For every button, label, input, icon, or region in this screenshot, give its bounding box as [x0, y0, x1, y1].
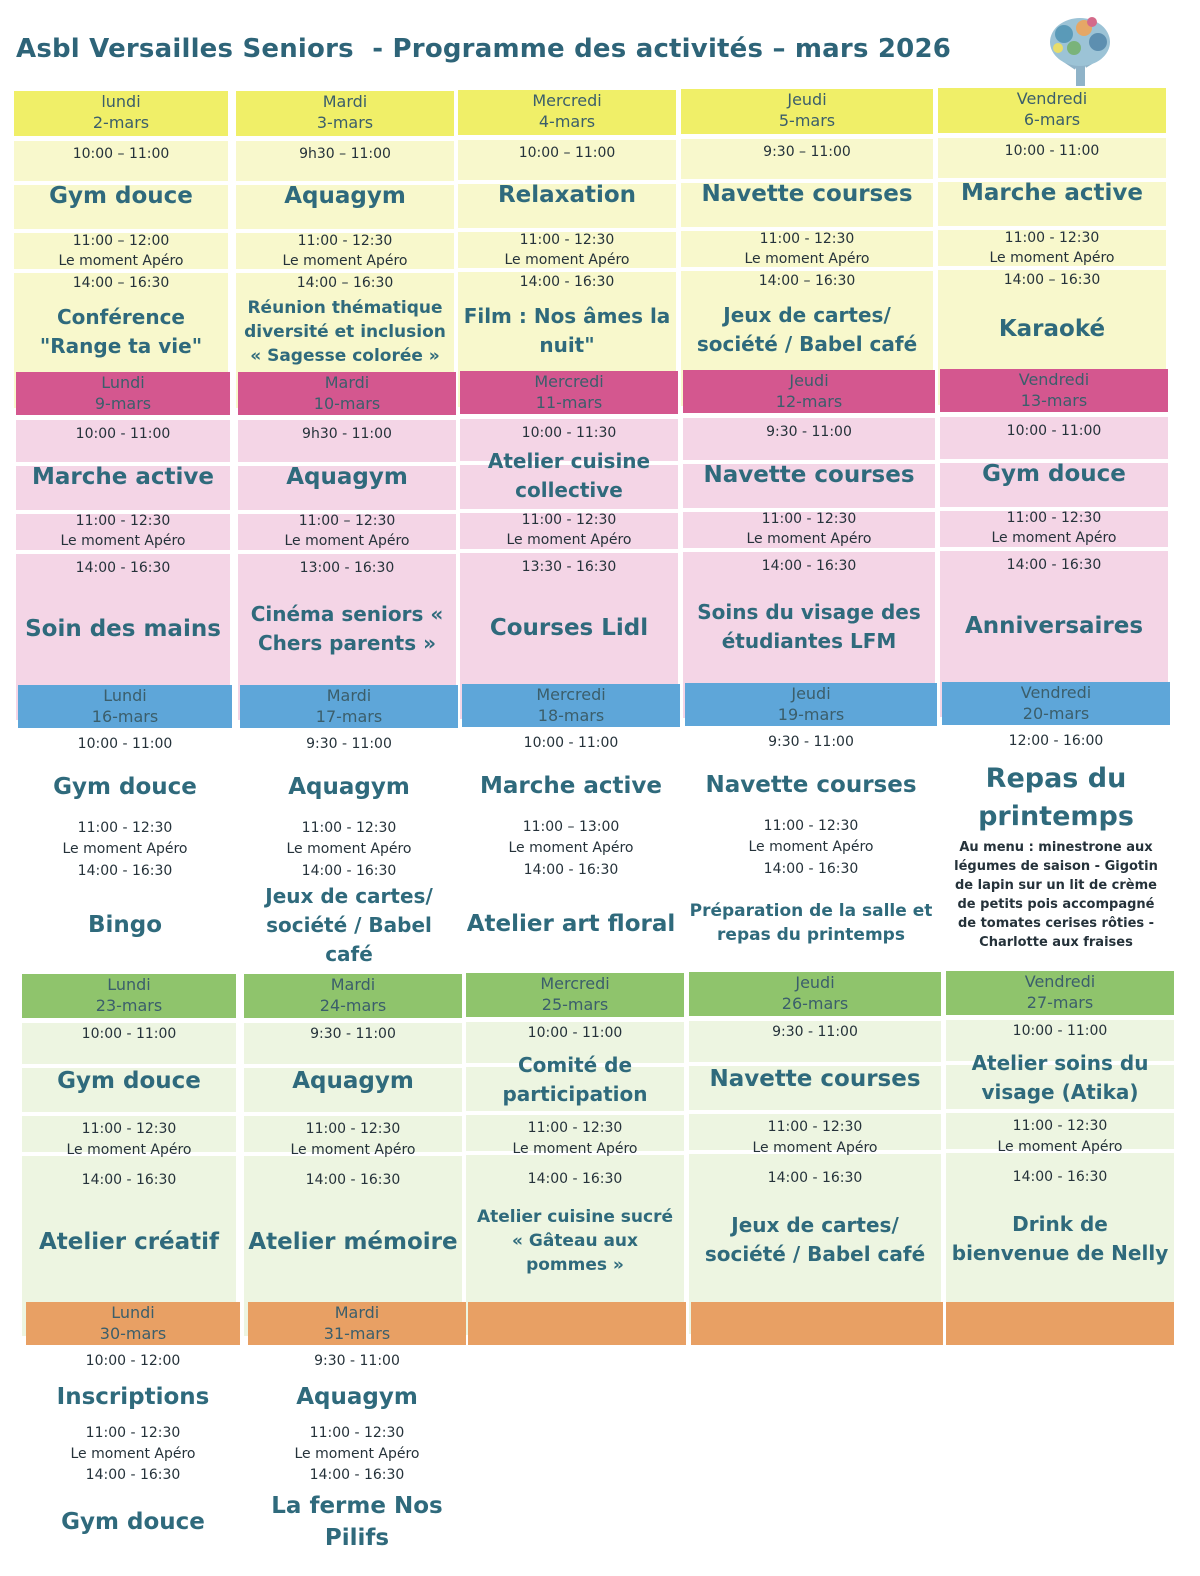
activity-afternoon: Réunion thématique diversité et inclusion « Sagesse colorée »	[244, 298, 446, 366]
time-afternoon: 13:00 - 16:30	[299, 560, 395, 576]
time-noon: 11:00 - 12:30	[75, 513, 171, 529]
time-afternoon: 14:00 – 16:30	[72, 275, 170, 291]
day-date: 5-mars	[778, 111, 836, 130]
activity-morning: Gym douce	[49, 183, 193, 209]
time-morning: 10:00 - 11:30	[521, 425, 617, 441]
day-name: Vendredi	[1020, 683, 1092, 702]
time-morning: 10:00 - 11:00	[75, 426, 171, 442]
day-date: 25-mars	[541, 995, 609, 1014]
time-afternoon: 14:00 - 16:30	[527, 1171, 623, 1187]
apero-label: Le moment Apéro	[294, 1446, 420, 1462]
day-date: 6-mars	[1023, 110, 1081, 129]
time-noon: 11:00 - 12:30	[1004, 230, 1100, 246]
day-date: 27-mars	[1026, 993, 1094, 1012]
day-header	[942, 682, 1170, 725]
activity-morning: Aquagym	[292, 1068, 414, 1094]
time-morning: 10:00 – 11:00	[72, 146, 170, 162]
time-noon: 11:00 - 12:30	[301, 820, 397, 836]
activity-morning: Marche active	[961, 180, 1143, 206]
day-header	[14, 91, 228, 136]
time-noon: 11:00 - 12:30	[761, 511, 857, 527]
day-name: Mercredi	[532, 91, 602, 110]
day-header	[946, 971, 1174, 1015]
day-date: 24-mars	[319, 996, 387, 1015]
activity-afternoon: Karaoké	[998, 316, 1106, 342]
day-name: Lundi	[101, 373, 145, 392]
day-header	[468, 1302, 686, 1345]
activity-afternoon: Jeux de cartes/ société / Babel café	[704, 1213, 926, 1266]
activity-morning: Relaxation	[497, 182, 637, 208]
day-name: lundi	[101, 92, 141, 111]
day-header	[248, 1302, 466, 1345]
day-header	[681, 89, 933, 134]
time-noon: 11:00 – 13:00	[522, 819, 620, 835]
day-column	[236, 91, 454, 408]
time-morning: 9:30 - 11:00	[310, 1026, 396, 1042]
time-afternoon: 13:30 - 16:30	[521, 559, 617, 575]
apero-label: Le moment Apéro	[512, 1141, 638, 1157]
time-morning: 9:30 - 11:00	[314, 1353, 400, 1369]
day-date: 13-mars	[1020, 391, 1088, 410]
time-morning: 10:00 - 12:00	[85, 1353, 181, 1369]
time-morning: 10:00 - 11:00	[81, 1026, 177, 1042]
activity-morning: Comité de participation	[502, 1053, 648, 1106]
day-date: 2-mars	[92, 113, 150, 132]
day-column	[681, 89, 933, 406]
activity-morning: Aquagym	[286, 464, 408, 490]
time-morning: 10:00 – 11:00	[518, 145, 616, 161]
activity-afternoon: La ferme Nos Pilifs	[271, 1493, 443, 1551]
time-afternoon: 14:00 - 16:30	[763, 861, 859, 877]
day-header	[946, 1302, 1174, 1345]
time-morning: 9:30 - 11:00	[772, 1024, 858, 1040]
day-name: Lundi	[111, 1303, 155, 1322]
empty-day-column	[468, 1302, 686, 1345]
apero-label: Le moment Apéro	[504, 252, 630, 268]
activity-morning: Navette courses	[705, 772, 917, 798]
activity-afternoon: Film : Nos âmes la nuit"	[463, 304, 671, 357]
time-afternoon: 14:00 - 16:30	[77, 863, 173, 879]
day-header	[685, 683, 937, 726]
day-name: Mardi	[326, 686, 372, 705]
time-morning: 9:30 - 11:00	[766, 424, 852, 440]
time-morning: 12:00 - 16:00	[1008, 733, 1104, 749]
activity-afternoon: Drink de bienvenue de Nelly	[951, 1212, 1169, 1265]
apero-label: Le moment Apéro	[284, 533, 410, 549]
time-morning: 9:30 – 11:00	[763, 144, 851, 160]
day-column	[26, 1302, 240, 1535]
day-column	[946, 971, 1174, 1333]
time-afternoon: 14:00 - 16:30	[1006, 557, 1102, 573]
activity-afternoon: Soins du visage des étudiantes LFM	[697, 600, 921, 653]
day-column	[940, 369, 1168, 717]
apero-label: Le moment Apéro	[991, 530, 1117, 546]
activity-morning: Navette courses	[701, 181, 913, 207]
time-afternoon: 14:00 - 16:30	[1012, 1169, 1108, 1185]
time-afternoon: 14:00 - 16:30	[519, 274, 615, 290]
day-header	[238, 372, 456, 415]
time-morning: 10:00 - 11:00	[527, 1025, 623, 1041]
activity-morning: Repas du printemps	[978, 763, 1134, 832]
time-afternoon: 14:00 - 16:30	[309, 1467, 405, 1483]
apero-label: Le moment Apéro	[752, 1140, 878, 1156]
activity-morning: Gym douce	[53, 774, 197, 800]
empty-day-column	[691, 1302, 943, 1345]
day-header	[460, 371, 678, 414]
day-header	[18, 685, 232, 728]
day-header	[462, 684, 680, 727]
menu-description: Au menu : minestrone aux légumes de saison - Gigotin de lapin sur un lit de crème de petits pois accompagné de tomates cerises rôties - Charlotte aux fraises	[954, 840, 1158, 950]
day-header	[466, 973, 684, 1017]
day-date: 26-mars	[781, 994, 849, 1013]
day-date: 10-mars	[313, 394, 381, 413]
apero-label: Le moment Apéro	[282, 253, 408, 269]
day-header	[683, 370, 935, 413]
activity-afternoon: Préparation de la salle et repas du printemps	[689, 901, 933, 945]
apero-label: Le moment Apéro	[60, 533, 186, 549]
empty-day-column	[946, 1302, 1174, 1345]
page-title: Asbl Versailles Seniors - Programme des activités – mars 2026	[16, 34, 952, 64]
activity-afternoon: Anniversaires	[964, 613, 1144, 639]
apero-label: Le moment Apéro	[62, 841, 188, 857]
day-name: Mercredi	[534, 372, 604, 391]
day-header	[16, 372, 230, 415]
day-header	[240, 685, 458, 728]
activity-morning: Inscriptions	[56, 1384, 210, 1410]
apero-label: Le moment Apéro	[70, 1446, 196, 1462]
time-noon: 11:00 - 12:30	[309, 1425, 405, 1441]
day-header	[22, 974, 236, 1018]
time-noon: 11:00 - 12:30	[521, 512, 617, 528]
activity-afternoon: Bingo	[87, 912, 163, 938]
time-morning: 10:00 - 11:00	[1012, 1023, 1108, 1039]
day-name: Mardi	[324, 373, 370, 392]
time-morning: 9:30 - 11:00	[768, 734, 854, 750]
time-morning: 9h30 - 11:00	[302, 426, 392, 442]
time-afternoon: 14:00 – 16:30	[758, 273, 856, 289]
apero-label: Le moment Apéro	[989, 250, 1115, 266]
apero-label: Le moment Apéro	[58, 253, 184, 269]
day-column	[938, 88, 1166, 405]
day-header	[244, 974, 462, 1018]
day-name: Vendredi	[1016, 89, 1088, 108]
apero-label: Le moment Apéro	[508, 840, 634, 856]
day-column	[683, 370, 935, 718]
day-header	[940, 369, 1168, 412]
time-afternoon: 14:00 - 16:30	[81, 1172, 177, 1188]
day-date: 20-mars	[1022, 704, 1090, 723]
day-date: 30-mars	[99, 1324, 167, 1343]
time-afternoon: 14:00 - 16:30	[523, 862, 619, 878]
day-name: Mercredi	[536, 685, 606, 704]
day-column	[462, 684, 680, 972]
day-column	[238, 372, 456, 720]
activity-afternoon: Atelier cuisine sucré « Gâteau aux pommes »	[476, 1207, 673, 1275]
activity-afternoon: Jeux de cartes/ société / Babel café	[265, 883, 433, 966]
time-morning: 10:00 - 11:00	[1004, 143, 1100, 159]
day-header	[938, 88, 1166, 133]
activity-morning: Atelier soins du visage (Atika)	[971, 1051, 1149, 1104]
apero-label: Le moment Apéro	[744, 251, 870, 267]
day-name: Vendredi	[1024, 972, 1096, 991]
day-date: 4-mars	[538, 112, 596, 131]
day-column	[16, 372, 230, 720]
activity-afternoon: Atelier mémoire	[248, 1229, 458, 1255]
day-column	[460, 371, 678, 719]
apero-label: Le moment Apéro	[506, 532, 632, 548]
day-header	[26, 1302, 240, 1345]
time-afternoon: 14:00 - 16:30	[305, 1172, 401, 1188]
apero-label: Le moment Apéro	[746, 531, 872, 547]
time-noon: 11:00 - 12:30	[305, 1121, 401, 1137]
time-noon: 11:00 - 12:30	[759, 231, 855, 247]
apero-label: Le moment Apéro	[286, 841, 412, 857]
time-noon: 11:00 – 12:30	[298, 513, 396, 529]
apero-label: Le moment Apéro	[290, 1142, 416, 1158]
activity-morning: Marche active	[480, 773, 662, 799]
time-noon: 11:00 - 12:30	[81, 1121, 177, 1137]
day-name: Jeudi	[795, 973, 835, 992]
time-afternoon: 14:00 - 16:30	[767, 1170, 863, 1186]
time-afternoon: 14:00 - 16:30	[761, 558, 857, 574]
day-date: 12-mars	[775, 392, 843, 411]
activity-afternoon: Courses Lidl	[489, 615, 649, 641]
time-noon: 11:00 - 12:30	[767, 1119, 863, 1135]
time-morning: 9h30 – 11:00	[299, 146, 391, 162]
activity-afternoon: Soin des mains	[25, 616, 221, 642]
day-name: Mardi	[330, 975, 376, 994]
activity-morning: Marche active	[32, 464, 214, 490]
day-name: Vendredi	[1018, 370, 1090, 389]
apero-label: Le moment Apéro	[748, 839, 874, 855]
time-noon: 11:00 - 12:30	[519, 232, 615, 248]
time-morning: 10:00 - 11:00	[523, 735, 619, 751]
day-name: Mardi	[334, 1303, 380, 1322]
day-column	[685, 683, 937, 971]
time-noon: 11:00 - 12:30	[1006, 510, 1102, 526]
activity-afternoon: Jeux de cartes/ société / Babel café	[696, 303, 918, 356]
activity-morning: Navette courses	[709, 1066, 921, 1092]
time-noon: 11:00 - 12:30	[1012, 1118, 1108, 1134]
time-noon: 11:00 - 12:30	[77, 820, 173, 836]
day-date: 3-mars	[316, 113, 374, 132]
time-afternoon: 14:00 – 16:30	[1003, 272, 1101, 288]
time-afternoon: 14:00 – 16:30	[296, 275, 394, 291]
apero-label: Le moment Apéro	[997, 1139, 1123, 1155]
day-date: 31-mars	[323, 1324, 391, 1343]
activity-morning: Gym douce	[982, 461, 1126, 487]
day-column	[18, 685, 232, 973]
day-header	[691, 1302, 943, 1345]
time-noon: 11:00 - 12:30	[527, 1120, 623, 1136]
day-name: Lundi	[103, 686, 147, 705]
day-column	[244, 974, 462, 1336]
day-date: 23-mars	[95, 996, 163, 1015]
activity-morning: Aquagym	[288, 774, 410, 800]
time-noon: 11:00 – 12:00	[72, 233, 170, 249]
day-column	[22, 974, 236, 1336]
day-name: Mardi	[322, 92, 368, 111]
day-column	[248, 1302, 466, 1551]
day-column	[689, 972, 941, 1334]
day-date: 17-mars	[315, 707, 383, 726]
activity-morning: Aquagym	[296, 1384, 418, 1410]
day-date: 18-mars	[537, 706, 605, 725]
day-date: 16-mars	[91, 707, 159, 726]
day-column	[240, 685, 458, 973]
day-name: Mercredi	[540, 974, 610, 993]
time-morning: 10:00 - 11:00	[1006, 423, 1102, 439]
apero-label: Le moment Apéro	[66, 1142, 192, 1158]
activity-afternoon: Cinéma seniors « Chers parents »	[250, 602, 444, 655]
time-noon: 11:00 - 12:30	[85, 1425, 181, 1441]
time-noon: 11:00 - 12:30	[763, 818, 859, 834]
day-column	[466, 973, 684, 1335]
day-date: 19-mars	[777, 705, 845, 724]
activity-morning: Atelier cuisine collective	[487, 449, 651, 502]
day-header	[236, 91, 454, 136]
day-name: Jeudi	[787, 90, 827, 109]
day-date: 9-mars	[94, 394, 152, 413]
day-header	[689, 972, 941, 1016]
activity-afternoon: Gym douce	[61, 1509, 205, 1535]
day-date: 11-mars	[535, 393, 603, 412]
time-afternoon: 14:00 - 16:30	[75, 560, 171, 576]
activity-morning: Navette courses	[703, 462, 915, 488]
activity-afternoon: Atelier art floral	[466, 911, 676, 937]
activity-morning: Aquagym	[284, 183, 406, 209]
time-morning: 9:30 - 11:00	[306, 736, 392, 752]
day-column	[458, 90, 676, 407]
activity-afternoon: Conférence "Range ta vie"	[39, 305, 203, 358]
day-name: Jeudi	[791, 684, 831, 703]
time-noon: 11:00 - 12:30	[297, 233, 393, 249]
time-morning: 10:00 - 11:00	[77, 736, 173, 752]
activity-morning: Gym douce	[57, 1068, 201, 1094]
day-column	[14, 91, 228, 408]
day-name: Lundi	[107, 975, 151, 994]
activity-afternoon: Atelier créatif	[38, 1229, 220, 1255]
time-afternoon: 14:00 - 16:30	[85, 1467, 181, 1483]
time-afternoon: 14:00 - 16:30	[301, 863, 397, 879]
day-column	[942, 682, 1170, 970]
day-name: Jeudi	[789, 371, 829, 390]
day-header	[458, 90, 676, 135]
